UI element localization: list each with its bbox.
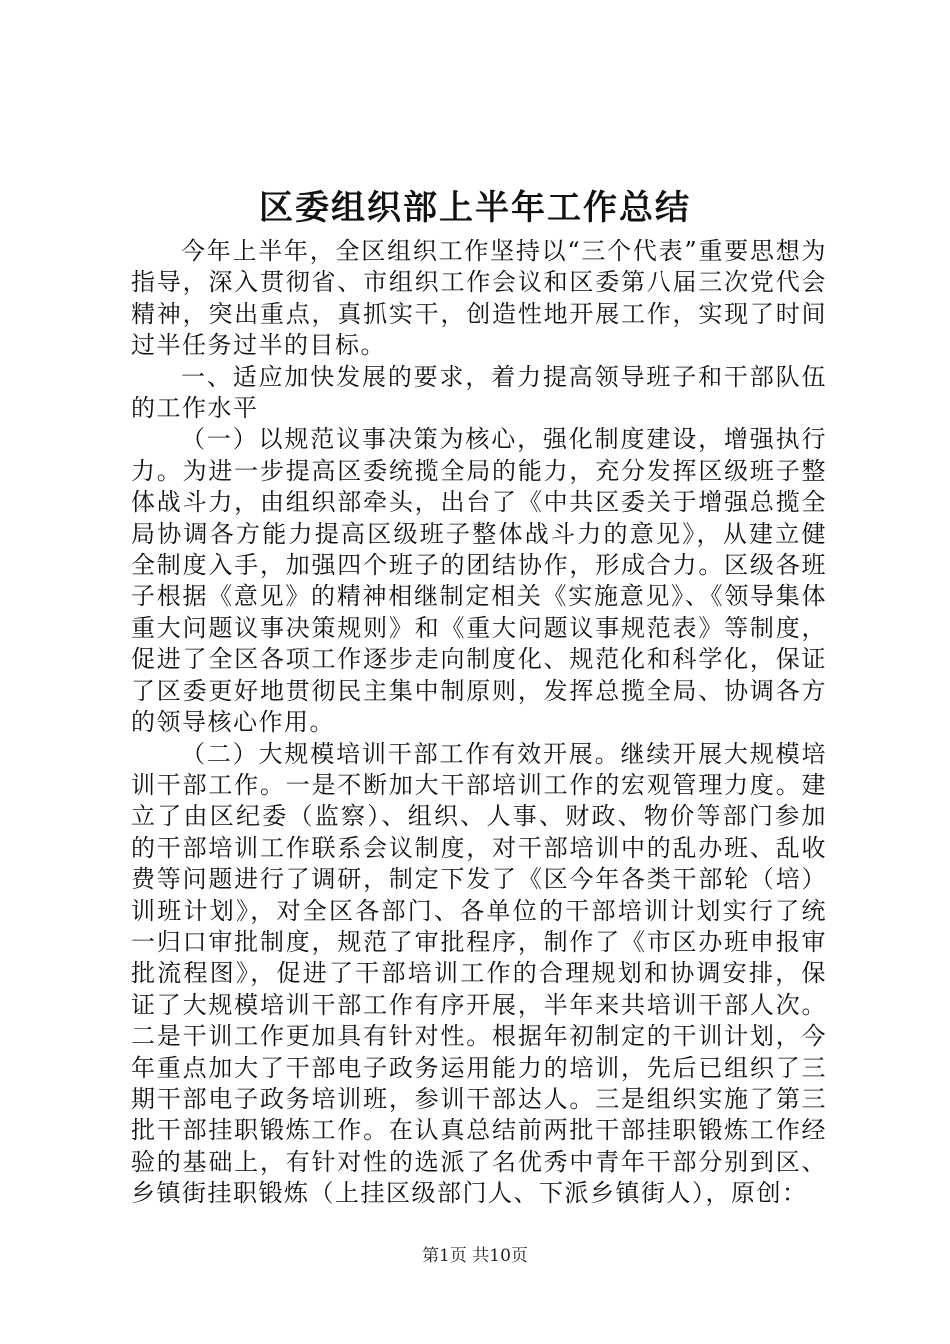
- subsection-paragraph-1: （一）以规范议事决策为核心，强化制度建设，增强执行力。为进一步提高区委统揽全局的能力，充分发挥区级班子整体战斗力，由组织部牵头，出台了《中共区委关于增强总揽全局协调各方能力提高区级班子整体战斗力的意见》，从建立健全制度入手，加强四个班子的团结协作，形成合力。区级各班子根据《意见》的精神相继制定相关《实施意见》、《领导集体重大问题议事决策规则》和《重大问题议事规范表》等制度，促进了全区各项工作逐步走向制度化、规范化和科学化，保证了区委更好地贯彻民主集中制原则，发挥总揽全局、协调各方的领导核心作用。: [131, 425, 827, 737]
- intro-paragraph: 今年上半年，全区组织工作坚持以“三个代表”重要思想为指导，深入贯彻省、市组织工作会议和区委第八届三次党代会精神，突出重点，真抓实干，创造性地开展工作，实现了时间过半任务过半的目标。: [131, 237, 827, 360]
- document-title: 区委组织部上半年工作总结: [259, 188, 691, 228]
- section-heading: 一、适应加快发展的要求，着力提高领导班子和干部队伍的工作水平: [131, 362, 827, 423]
- document-body: [131, 236, 827, 1210]
- subsection-paragraph-2: （二）大规模培训干部工作有效开展。继续开展大规模培训干部工作。一是不断加大干部培训工作的宏观管理力度。建立了由区纪委（监察）、组织、人事、财政、物价等部门参加的干部培训工作联系会议制度，对干部培训中的乱办班、乱收费等问题进行了调研，制定下发了《区今年各类干部轮（培）训班计划》，对全区各部门、各单位的干部培训计划实行了统一归口审批制度，规范了审批程序，制作了《市区办班申报审批流程图》，促进了干部培训工作的合理规划和协调安排，保证了大规模培训干部工作有序开展，半年来共培训干部人次。二是干训工作更加具有针对性。根据年初制定的干训计划，今年重点加大了干部电子政务运用能力的培训，先后已组织了三期干部电子政务培训班，参训干部达人。三是组织实施了第三批干部挂职锻炼工作。在认真总结前两批干部挂职锻炼工作经验的基础上，有针对性的选派了名优秀中青年干部分别到区、乡镇街挂职锻炼（上挂区级部门人、下派乡镇街人），原创：: [131, 739, 827, 1208]
- page-number-footer: 第1页 共10页: [422, 1246, 528, 1266]
